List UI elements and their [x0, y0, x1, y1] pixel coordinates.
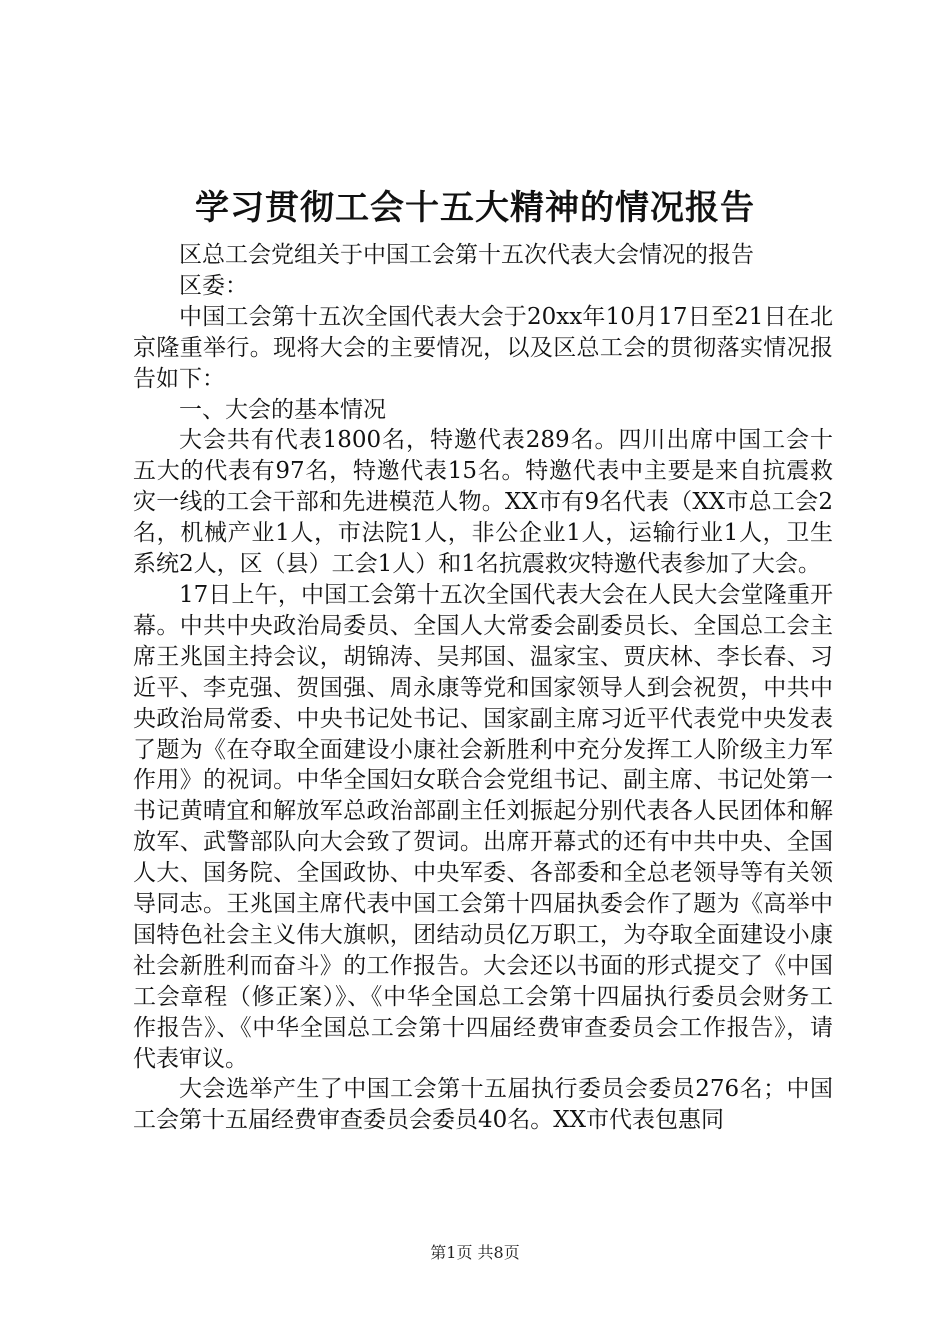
page-number: 第1页 共8页: [430, 1243, 520, 1262]
paragraph-salutation: 区委：: [179, 272, 248, 299]
document-title: 学习贯彻工会十五大精神的情况报告: [195, 188, 755, 228]
paragraph-subtitle: 区总工会党组关于中国工会第十五次代表大会情况的报告: [179, 242, 754, 268]
paragraph-delegates: 大会共有代表1800名，特邀代表289名。四川出席中国工会十五大的代表有97名，特邀代表15名。特邀代表中主要是来自抗震救灾一线的工会干部和先进模范人物。XX市有9名代表（XX市总工会2名，机械产业1人，市法院1人，非公企业1人，运输行业1人，卫生系统2人，区（县）工会1人）和1名抗震救灾特邀代表参加了大会。: [133, 427, 833, 578]
paragraph-election: 大会选举产生了中国工会第十五届执行委员会委员276名；中国工会第十五届经费审查委员会委员40名。XX市代表包惠同: [133, 1076, 833, 1134]
paragraph-opening: 17日上午，中国工会第十五次全国代表大会在人民大会堂隆重开幕。中共中央政治局委员、全国人大常委会副委员长、全国总工会主席王兆国主持会议，胡锦涛、吴邦国、温家宝、贾庆林、李长春、习近平、李克强、贺国强、周永康等党和国家领导人到会祝贺，中共中央政治局常委、中央书记处书记、国家副主席习近平代表党中央发表了题为《在夺取全面建设小康社会新胜利中充分发挥工人阶级主力军作用》的祝词。中华全国妇女联合会党组书记、副主席、书记处第一书记黄晴宜和解放军总政治部副主任刘振起分别代表各人民团体和解放军、武警部队向大会致了贺词。出席开幕式的还有中共中央、全国人大、国务院、全国政协、中央军委、各部委和全总老领导等有关领导同志。王兆国主席代表中国工会第十四届执委会作了题为《高举中国特色社会主义伟大旗帜，团结动员亿万职工，为夺取全面建设小康社会新胜利而奋斗》的工作报告。大会还以书面的形式提交了《中国工会章程（修正案）》、《中华全国总工会第十四届执行委员会财务工作报告》、《中华全国总工会第十四届经费审查委员会工作报告》，请代表审议。: [133, 581, 833, 1072]
paragraph-intro: 中国工会第十五次全国代表大会于20xx年10月17日至21日在北京隆重举行。现将大会的主要情况，以及区总工会的贯彻落实情况报告如下：: [133, 303, 833, 392]
document-body: [133, 240, 833, 1136]
section-heading: 一、大会的基本情况: [179, 396, 386, 423]
